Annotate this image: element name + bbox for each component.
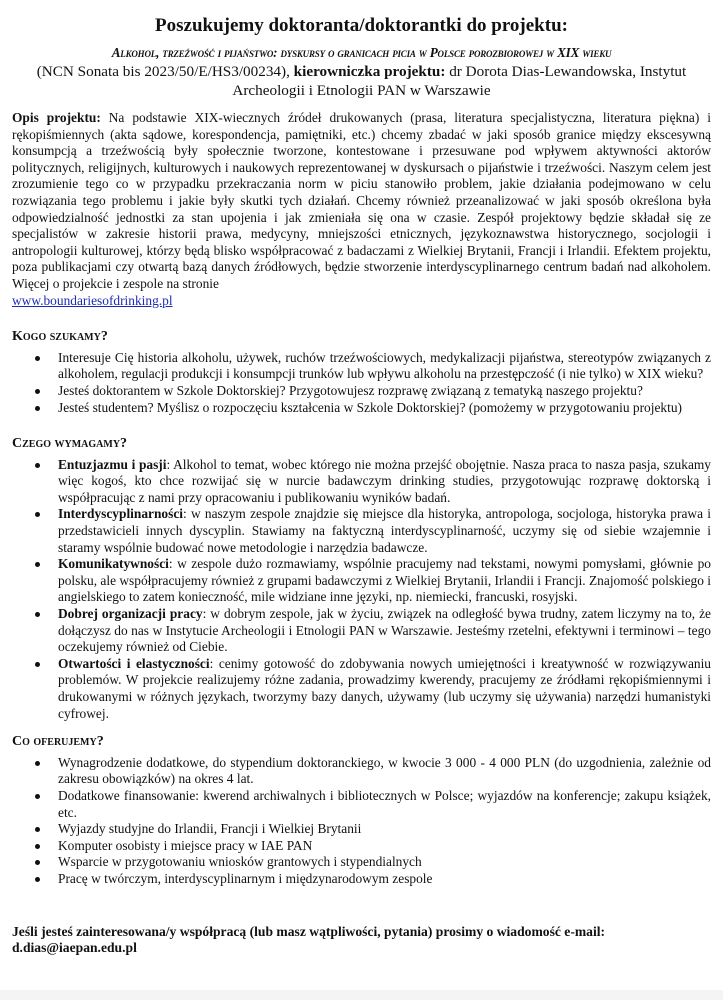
description-label: Opis projektu: bbox=[12, 110, 101, 125]
item-text: : cenimy gotowość do zdobywania nowych umiejętności i kreatywność w rozwiązywaniu problemów. W projekcie realizujemy różne zadania, prowadzimy kwerendy, pracujemy ze źródłami rękopiśmiennymi i drukowanymi w różnych językach, tworzymy bazy danych, używamy (lub uczymy się używania) narzędzi humanistyki cyfrowej. bbox=[58, 655, 712, 721]
project-description bbox=[12, 110, 711, 309]
list-item: Komputer osobisty i miejsce pracy w IAE PAN bbox=[12, 838, 711, 855]
item-text: : w zespole dużo rozmawiamy, wspólnie pracujemy nad tekstami, nowymi pomysłami, głównie po polsku, ale współpracujemy również z grupami badawczymi z Wielkiej Brytanii, Irlandii i Francji. Znajomość polskiego i angielskiego to zatem konieczność, mile widziane inne języki, np. niemiecki, francuski, rosyjski. bbox=[58, 556, 711, 605]
contact-email[interactable]: d.dias@iaepan.edu.pl bbox=[12, 940, 137, 956]
item-title: Interdyscyplinarności bbox=[58, 506, 183, 522]
list-item: Dodatkowe finansowanie: kwerend archiwalnych i bibliotecznych w Polsce; wyjazdów na konferencje; zakupu książek, etc. bbox=[12, 788, 711, 821]
grant-number: (NCN Sonata bis 2023/50/E/HS3/00234), bbox=[36, 63, 294, 80]
leader-value: dr Dorota Dias-Lewandowska, Instytut Archeologii i Etnologii PAN w Warszawie bbox=[232, 63, 687, 99]
contact-text: Jeśli jesteś zainteresowana/y współpracą (lub masz wątpliwości, pytania) prosimy o wiadomość e-mail: bbox=[12, 923, 606, 939]
section-heading-who: Kogo szukamy? bbox=[12, 329, 108, 345]
item-text: : Alkohol to temat, wobec którego nie można przejść obojętnie. Nasza praca to nasza pasja, szukamy więc kogoś, kto chce rozwijać się w nurcie badawczym drinking studies, przygotowując rozprawę doktorską i współpracując z nami przy opracowaniu i publikowaniu wyników badań. bbox=[58, 456, 711, 505]
item-title: Komunikatywności bbox=[58, 556, 169, 572]
item-text: : w dobrym zespole, jak w życiu, związek na odległość bywa trudny, zatem liczymy na to, że dołączysz do nas w Instytucie Archeologii i Etnologii PAN w Warszawie. Jesteśmy rzetelni, efektywni i terminowi – tego oczekujemy również od Ciebie. bbox=[58, 606, 712, 655]
list-item: Wsparcie w przygotowaniu wniosków grantowych i stypendialnych bbox=[12, 854, 711, 871]
list-item bbox=[12, 556, 711, 606]
section-heading-requirements: Czego wymagamy? bbox=[12, 436, 128, 452]
grant-info bbox=[12, 63, 711, 100]
offer-list bbox=[12, 755, 711, 888]
list-item bbox=[12, 606, 711, 656]
list-item bbox=[12, 656, 711, 722]
item-title: Entuzjazmu i pasji bbox=[58, 456, 167, 472]
who-list bbox=[12, 350, 711, 416]
list-item bbox=[12, 506, 711, 556]
project-website-link[interactable]: www.boundariesofdrinking.pl bbox=[12, 292, 173, 308]
section-heading-offer: Co oferujemy? bbox=[12, 734, 104, 750]
list-item: Wynagrodzenie dodatkowe, do stypendium doktoranckiego, w kwocie 3 000 - 4 000 PLN (do uzgodnienia, zależnie od zakresu obowiązków) na okres 4 lat. bbox=[12, 755, 711, 788]
list-item: Pracę w twórczym, interdyscyplinarnym i międzynarodowym zespole bbox=[12, 871, 711, 888]
item-title: Dobrej organizacji pracy bbox=[58, 606, 203, 622]
list-item bbox=[12, 457, 711, 507]
contact-block bbox=[12, 924, 711, 957]
list-item: Jesteś doktorantem w Szkole Doktorskiej? Przygotowujesz rozprawę związaną z tematyką naszego projektu? bbox=[12, 383, 711, 400]
description-text: Na podstawie XIX-wiecznych źródeł drukowanych (prasa, literatura specjalistyczna, literatura piękna) i rękopiśmiennych (akta sądowe, korespondencja, pamiętniki, etc.) chcemy zbadać w jaki sposób granice między ekscesywną konsumpcją a trzeźwością były społecznie tworzone, kontestowane i przesuwane pod wpływem aktywności aktorów politycznych, religijnych, kulturowych i naukowych reprezentowanej w dyskursach o pijaństwie i trzeźwości. Naszym celem jest zrozumienie tego co w przypadku przekraczania norm w piciu stanowiło problem, jakie działania podejmowano w celu rozwiązania tego problemu i jakie były skutki tych działań. Chcemy również przeanalizować w jaki sposób określona była odpowiedzialność jednostki za stan upojenia i jak zmieniała się ona w czasie. Zespół projektowy będzie składał się ze specjalistów w zakresie historii prawa, medycyny, mniejszości etnicznych, językoznawstwa historycznego, socjologii i antropologii kulturowej, którzy będą blisko współpracować z badaczami z Wielkiej Brytanii, Francji i Irlandii. Efektem projektu, poza publikacjami czy otwartą bazą danych źródłowych, będzie stworzenie interdyscyplinarnego centrum badań nad alkoholem. Więcej o projekcie i zespole na stronie bbox=[12, 110, 712, 291]
item-text: : w naszym zespole znajdzie się miejsce dla historyka, antropologa, socjologa, historyka prawa i przedstawicieli innych dyscyplin. Stawiamy na faktyczną interdyscyplinarność, uczymy się od siebie wzajemnie i staramy wspólnie budować nowe metodologie i narzędzia badawcze. bbox=[58, 506, 711, 555]
requirements-list bbox=[12, 457, 711, 723]
list-item: Interesuje Cię historia alkoholu, używek, ruchów trzeźwościowych, medykalizacji pijaństwa, stereotypów związanych z alkoholem, regulacji produkcji i konsumpcji trunków lub wpływu alkoholu na przestępczość (i nie tylko) w XIX wieku? bbox=[12, 350, 711, 383]
list-item: Wyjazdy studyjne do Irlandii, Francji i Wielkiej Brytanii bbox=[12, 821, 711, 838]
project-title: Alkohol, trzeźwość i pijaństwo: dyskursy o granicach picia w Polsce porozbiorowej w XIX wieku bbox=[111, 45, 612, 60]
page-bottom-edge bbox=[0, 990, 723, 1000]
list-item: Jesteś studentem? Myślisz o rozpoczęciu kształcenia w Szkole Doktorskiej? (pomożemy w przygotowaniu projektu) bbox=[12, 400, 711, 417]
page-title: Poszukujemy doktoranta/doktorantki do projektu: bbox=[155, 15, 568, 36]
leader-label: kierowniczka projektu: bbox=[293, 63, 446, 80]
item-title: Otwartości i elastyczności bbox=[58, 655, 210, 671]
